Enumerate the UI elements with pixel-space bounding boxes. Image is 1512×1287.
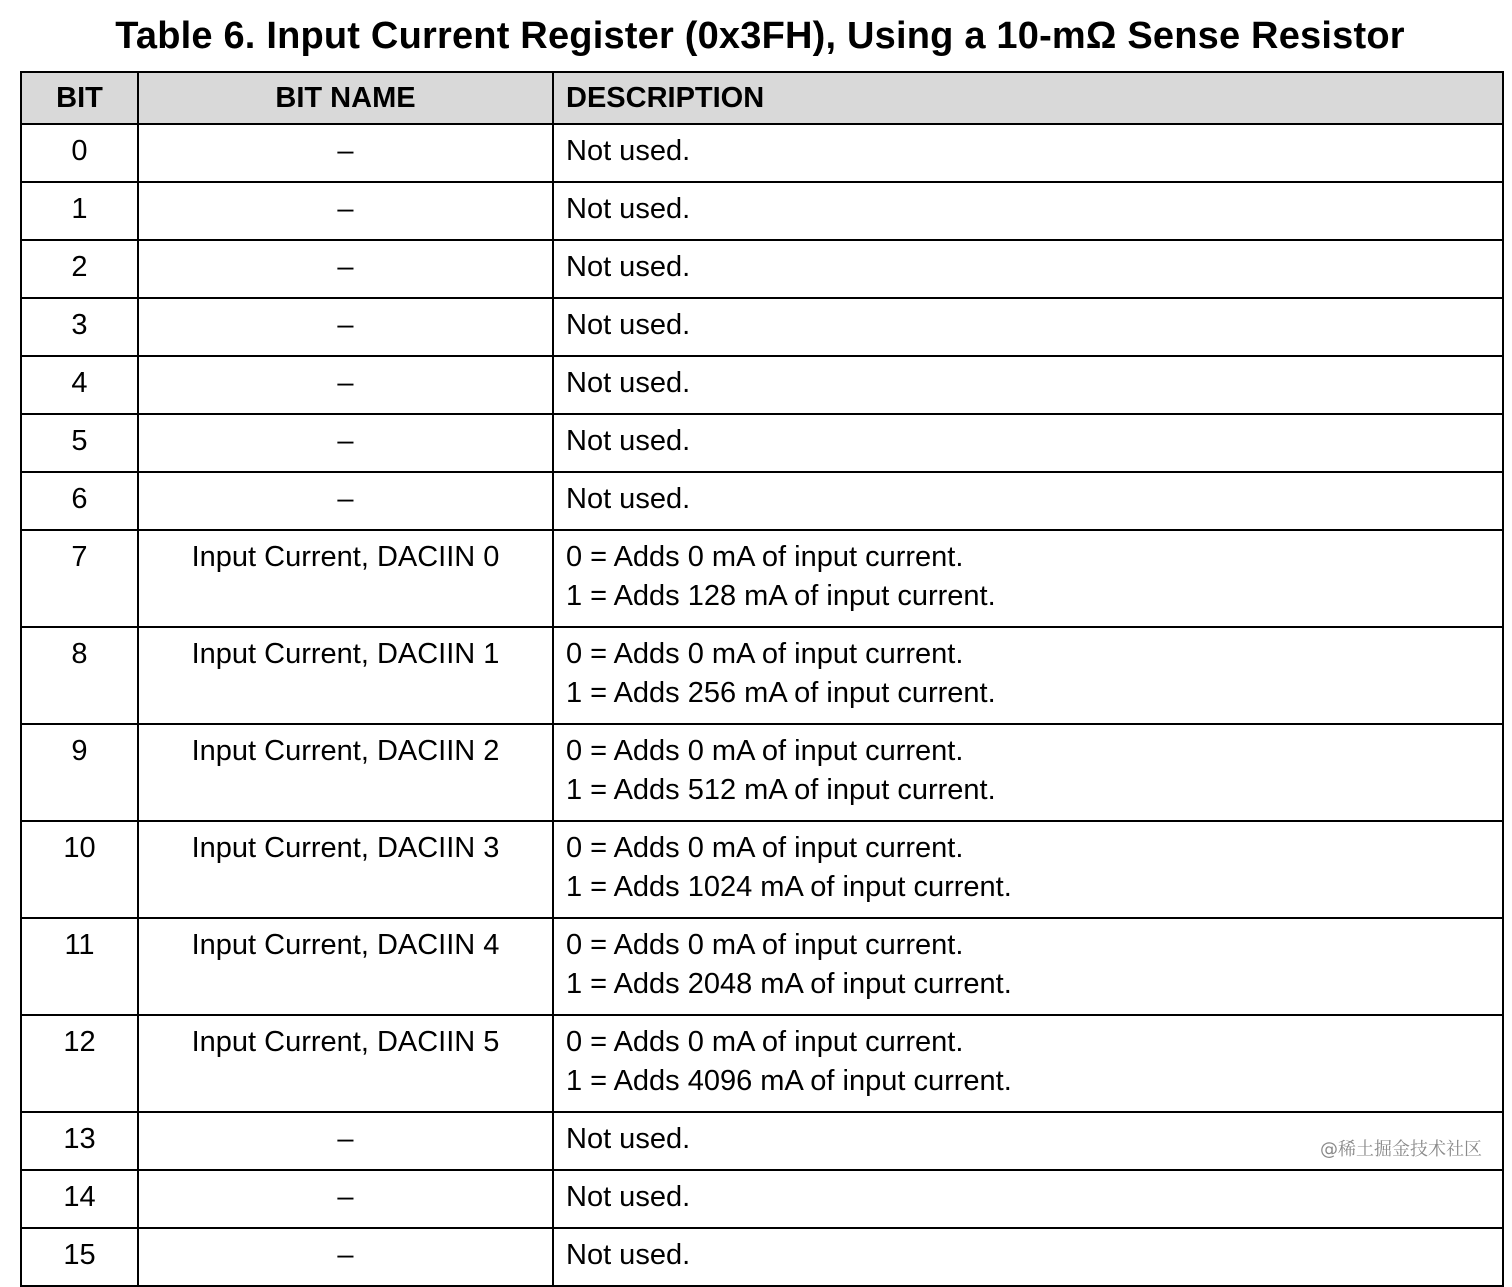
header-bit-name: BIT NAME (138, 72, 553, 124)
description-line: Not used. (566, 1239, 691, 1271)
table-row (21, 1015, 1503, 1112)
bit-name: Input Current, DACIIN 5 (191, 1026, 500, 1058)
bit-cell (21, 724, 138, 821)
bit-cell (21, 1228, 138, 1286)
bit-name-cell (138, 240, 553, 298)
bit-cell (21, 472, 138, 530)
table-row (21, 182, 1503, 240)
bit-cell (21, 240, 138, 298)
bit-name: – (337, 251, 354, 283)
description-line: 0 = Adds 0 mA of input current. (566, 541, 964, 573)
description-line: Not used. (566, 1123, 691, 1155)
bit-value: 8 (71, 638, 88, 670)
description-line: Not used. (566, 1181, 691, 1213)
description-line: Not used. (566, 309, 691, 341)
bit-value: 4 (71, 367, 88, 399)
bit-cell (21, 1015, 138, 1112)
table-row (21, 414, 1503, 472)
bit-value: 15 (63, 1239, 96, 1271)
bit-value: 7 (71, 541, 88, 573)
table-row (21, 1170, 1503, 1228)
bit-name-cell (138, 298, 553, 356)
header-description: DESCRIPTION (553, 72, 1503, 124)
bit-cell (21, 1112, 138, 1170)
description-line: 1 = Adds 1024 mA of input current. (566, 871, 1012, 903)
bit-cell (21, 298, 138, 356)
description-cell (553, 627, 1503, 724)
description-cell (553, 182, 1503, 240)
header-bit: BIT (21, 72, 138, 124)
bit-name: – (337, 483, 354, 515)
bit-name: Input Current, DACIIN 1 (191, 638, 500, 670)
table-row (21, 530, 1503, 627)
bit-name-cell (138, 124, 553, 182)
bit-name: Input Current, DACIIN 2 (191, 735, 500, 767)
bit-value: 9 (71, 735, 88, 767)
description-cell (553, 1228, 1503, 1286)
description-line: 0 = Adds 0 mA of input current. (566, 1026, 964, 1058)
description-line: Not used. (566, 135, 691, 167)
bit-name: – (337, 193, 354, 225)
description-cell (553, 1015, 1503, 1112)
page-title: Table 6. Input Current Register (0x3FH), Using a 10-mΩ Sense Resistor (115, 15, 1405, 57)
bit-name: – (337, 367, 354, 399)
table-row (21, 821, 1503, 918)
description-cell (553, 240, 1503, 298)
table-row (21, 298, 1503, 356)
bit-value: 3 (71, 309, 88, 341)
bit-name-cell (138, 356, 553, 414)
bit-value: 13 (63, 1123, 96, 1155)
bit-name: – (337, 1123, 354, 1155)
bit-value: 6 (71, 483, 88, 515)
description-cell (553, 724, 1503, 821)
description-cell (553, 530, 1503, 627)
bit-name-cell (138, 1228, 553, 1286)
bit-name: – (337, 1239, 354, 1271)
bit-name-cell (138, 1015, 553, 1112)
table-row (21, 724, 1503, 821)
table-body (21, 124, 1503, 1286)
description-line: 0 = Adds 0 mA of input current. (566, 832, 964, 864)
bit-name: – (337, 1181, 354, 1213)
table-row (21, 240, 1503, 298)
register-table (20, 71, 1504, 1287)
description-line: 1 = Adds 4096 mA of input current. (566, 1065, 1012, 1097)
bit-name-cell (138, 182, 553, 240)
table-row (21, 124, 1503, 182)
bit-cell (21, 627, 138, 724)
bit-value: 10 (63, 832, 96, 864)
bit-name-cell (138, 918, 553, 1015)
table-row (21, 1228, 1503, 1286)
bit-cell (21, 1170, 138, 1228)
bit-name: Input Current, DACIIN 4 (191, 929, 500, 961)
bit-value: 2 (71, 251, 88, 283)
bit-name: Input Current, DACIIN 3 (191, 832, 500, 864)
description-line: 0 = Adds 0 mA of input current. (566, 929, 964, 961)
header-row (21, 72, 1503, 124)
description-line: 1 = Adds 128 mA of input current. (566, 580, 996, 612)
bit-cell (21, 124, 138, 182)
bit-value: 14 (63, 1181, 96, 1213)
bit-value: 5 (71, 425, 88, 457)
description-cell (553, 356, 1503, 414)
table-row (21, 472, 1503, 530)
description-line: 0 = Adds 0 mA of input current. (566, 735, 964, 767)
description-line: Not used. (566, 251, 691, 283)
description-line: Not used. (566, 193, 691, 225)
table-row (21, 627, 1503, 724)
description-line: Not used. (566, 367, 691, 399)
bit-value: 0 (71, 135, 88, 167)
bit-name-cell (138, 1112, 553, 1170)
bit-name-cell (138, 627, 553, 724)
description-line: 1 = Adds 512 mA of input current. (566, 774, 996, 806)
bit-name-cell (138, 530, 553, 627)
table-row (21, 356, 1503, 414)
bit-name-cell (138, 472, 553, 530)
description-cell (553, 821, 1503, 918)
description-line: 1 = Adds 256 mA of input current. (566, 677, 996, 709)
description-cell (553, 918, 1503, 1015)
bit-name: – (337, 309, 354, 341)
bit-value: 11 (64, 929, 95, 961)
bit-cell (21, 530, 138, 627)
bit-name: – (337, 425, 354, 457)
bit-name: – (337, 135, 354, 167)
bit-value: 12 (63, 1026, 96, 1058)
description-line: Not used. (566, 483, 691, 515)
table-row (21, 1112, 1503, 1170)
bit-name-cell (138, 724, 553, 821)
description-cell (553, 472, 1503, 530)
description-line: Not used. (566, 425, 691, 457)
bit-value: 1 (71, 193, 88, 225)
bit-cell (21, 414, 138, 472)
watermark: @稀土掘金技术社区 (1320, 1139, 1482, 1160)
table-row (21, 918, 1503, 1015)
bit-name-cell (138, 1170, 553, 1228)
bit-name-cell (138, 821, 553, 918)
bit-name-cell (138, 414, 553, 472)
bit-name: Input Current, DACIIN 0 (191, 541, 500, 573)
description-line: 0 = Adds 0 mA of input current. (566, 638, 964, 670)
bit-cell (21, 356, 138, 414)
description-cell (553, 414, 1503, 472)
description-line: 1 = Adds 2048 mA of input current. (566, 968, 1012, 1000)
bit-cell (21, 918, 138, 1015)
bit-cell (21, 182, 138, 240)
description-cell (553, 1170, 1503, 1228)
description-cell (553, 298, 1503, 356)
table-header (21, 72, 1503, 124)
description-cell (553, 124, 1503, 182)
bit-cell (21, 821, 138, 918)
